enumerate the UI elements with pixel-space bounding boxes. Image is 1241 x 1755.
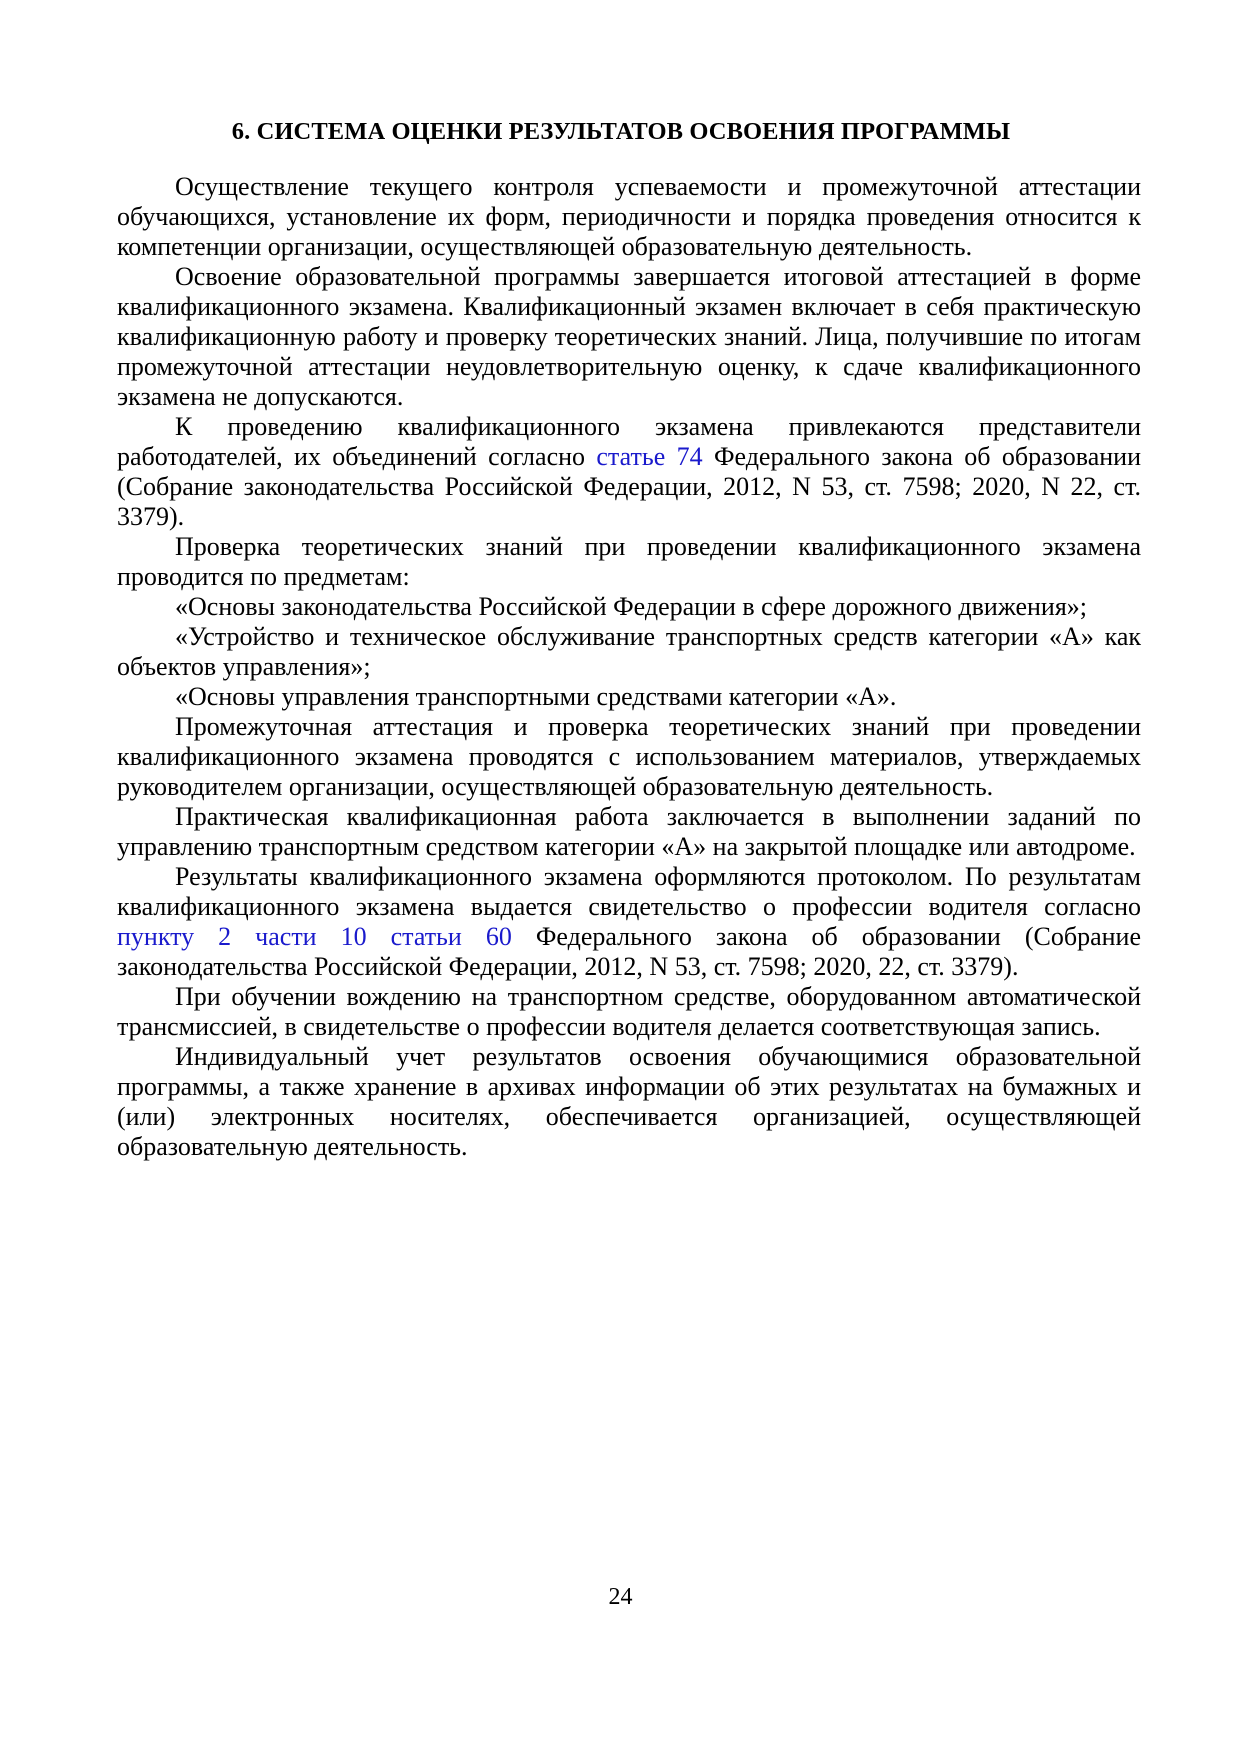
paragraph-10-text-before: Результаты квалификационного экзамена оформляются протоколом. По результатам квалификационного экзамена выдается свидетельство о профессии водителя согласно <box>117 862 1141 921</box>
link-article-60[interactable]: пункту 2 части 10 статьи 60 <box>117 922 512 951</box>
paragraph-3-text-after: Федерального закона об образовании (Собрание законодательства Российской Федерации, 2012, N 53, ст. 7598; 2020, N 22, ст. 3379). <box>117 442 1141 531</box>
paragraph-11: При обучении вождению на транспортном средстве, оборудованном автоматической трансмиссией, в свидетельстве о профессии водителя делается соответствующая запись. <box>117 982 1141 1041</box>
section-title: 6. СИСТЕМА ОЦЕНКИ РЕЗУЛЬТАТОВ ОСВОЕНИЯ ПРОГРАММЫ <box>231 118 1011 145</box>
paragraph-3 <box>117 412 1141 532</box>
paragraph-7-subject-3: «Основы управления транспортными средствами категории «А». <box>175 682 897 711</box>
paragraph-8: Промежуточная аттестация и проверка теоретических знаний при проведении квалификационного экзамена проводятся с использованием материалов, утверждаемых руководителем организации, осуществляющей образовательную деятельность. <box>117 712 1141 801</box>
paragraph-4: Проверка теоретических знаний при проведении квалификационного экзамена проводится по предметам: <box>117 532 1141 591</box>
paragraph-12: Индивидуальный учет результатов освоения обучающимися образовательной программы, а также хранение в архивах информации об этих результатах на бумажных и (или) электронных носителях, обеспечивается организацией, осуществляющей образовательную деятельность. <box>117 1042 1141 1161</box>
document-body <box>117 172 1141 1162</box>
paragraph-10-text-after: Федерального закона об образовании (Собрание законодательства Российской Федерации, 2012, N 53, ст. 7598; 2020, 22, ст. 3379). <box>117 922 1141 981</box>
paragraph-1: Осуществление текущего контроля успеваемости и промежуточной аттестации обучающихся, установление их форм, периодичности и порядка проведения относится к компетенции организации, осуществляющей образовательную деятельность. <box>117 172 1141 261</box>
paragraph-10 <box>117 862 1141 982</box>
paragraph-5-subject-1: «Основы законодательства Российской Федерации в сфере дорожного движения»; <box>175 592 1088 621</box>
paragraph-3-text-before: К проведению квалификационного экзамена привлекаются представители работодателей, их объединений согласно <box>117 412 1141 471</box>
paragraph-2: Освоение образовательной программы завершается итоговой аттестацией в форме квалификационного экзамена. Квалификационный экзамен включает в себя практическую квалификационную работу и проверку теоретических знаний. Лица, получившие по итогам промежуточной аттестации неудовлетворительную оценку, к сдаче квалификационного экзамена не допускаются. <box>117 262 1141 411</box>
paragraph-9: Практическая квалификационная работа заключается в выполнении заданий по управлению транспортным средством категории «А» на закрытой площадке или автодроме. <box>117 802 1141 861</box>
paragraph-6-subject-2: «Устройство и техническое обслуживание транспортных средств категории «А» как объектов управления»; <box>117 622 1141 681</box>
link-article-74[interactable]: статье 74 <box>596 442 703 471</box>
page-number: 24 <box>608 1584 633 1610</box>
